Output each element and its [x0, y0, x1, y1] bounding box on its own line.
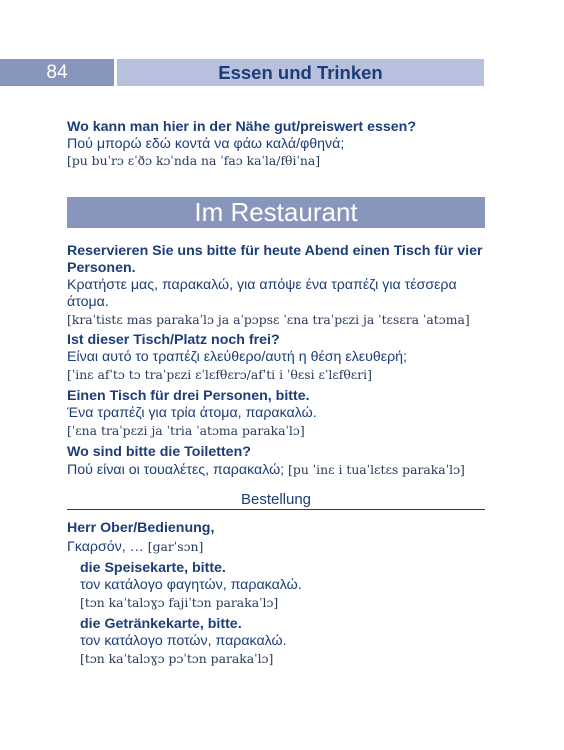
phrase-1-greek-line1: Κρατήστε μας, παρακαλώ, για απόψε ένα τραπέζι για τέσσερα — [67, 277, 457, 293]
phrase-4-greek: Πού είναι οι τουαλέτες, παρακαλώ; — [67, 462, 285, 478]
phrase-1-german-line1: Reservieren Sie uns bitte für heute Abend einen Tisch für vier — [67, 243, 483, 259]
order-line — [67, 538, 203, 556]
intro-greek: Πού μπορώ εδώ κοντά να φάω καλά/φθηνά; — [67, 136, 345, 152]
order-item-1-phonetic: [tɔn kaˈtalɔɣɔ fajiˈtɔn parakaˈlɔ] — [80, 595, 279, 610]
order-greek: Γκαρσόν, … — [67, 539, 144, 555]
chapter-title: Essen und Trinken — [117, 59, 484, 86]
phrase-2-greek: Είναι αυτό το τραπέζι ελεύθερο/αυτή η θέση ελευθερή; — [67, 349, 407, 365]
phrase-1-greek-line2: άτομα. — [67, 294, 109, 310]
order-item-2-greek: τον κατάλογο ποτών, παρακαλώ. — [80, 633, 287, 649]
phrase-3-phonetic: [ˈɛna traˈpɛzi ja ˈtria ˈatɔma parakaˈlɔ] — [67, 423, 305, 438]
order-item-2-phonetic: [tɔn kaˈtalɔɣɔ pɔˈtɔn parakaˈlɔ] — [80, 651, 274, 666]
subsection-title: Bestellung — [67, 491, 485, 510]
phrase-3-german: Einen Tisch für drei Personen, bitte. — [67, 388, 310, 404]
phrase-1-phonetic: [kraˈtistɛ mas parakaˈlɔ ja aˈpɔpsɛ ˈɛna traˈpɛzi ja ˈtɛsɛra ˈatɔma] — [67, 312, 470, 327]
section-title: Im Restaurant — [67, 197, 485, 228]
order-phonetic: [garˈsɔn] — [147, 539, 204, 554]
phrase-4-german: Wo sind bitte die Toiletten? — [67, 444, 251, 460]
phrase-3-greek: Ένα τραπέζι για τρία άτομα, παρακαλώ. — [67, 405, 317, 421]
phrase-2-german: Ist dieser Tisch/Platz noch frei? — [67, 332, 280, 348]
page-header — [0, 59, 484, 86]
phrase-4-phonetic: [pu ˈinɛ i tuaˈlɛtɛs parakaˈlɔ] — [288, 462, 465, 477]
order-german: Herr Ober/Bedienung, — [67, 520, 215, 536]
order-item-1-german: die Speisekarte, bitte. — [80, 560, 226, 576]
phrase-2-phonetic: [ˈinɛ afˈtɔ tɔ traˈpɛzi ɛˈlɛfθɛrɔ/afˈti i ˈθɛsi ɛˈlɛfθɛri] — [67, 367, 372, 382]
phrase-4-line — [67, 461, 465, 479]
page-number: 84 — [0, 59, 114, 86]
order-item-1-greek: τον κατάλογο φαγητών, παρακαλώ. — [80, 577, 302, 593]
phrase-1-german-line2: Personen. — [67, 260, 136, 276]
intro-phonetic: [pu buˈrɔ ɛˈðɔ kɔˈnda na ˈfaɔ kaˈla/fθiˈna] — [67, 153, 321, 168]
intro-german: Wo kann man hier in der Nähe gut/preiswert essen? — [67, 119, 416, 135]
order-item-2-german: die Getränkekarte, bitte. — [80, 616, 242, 632]
